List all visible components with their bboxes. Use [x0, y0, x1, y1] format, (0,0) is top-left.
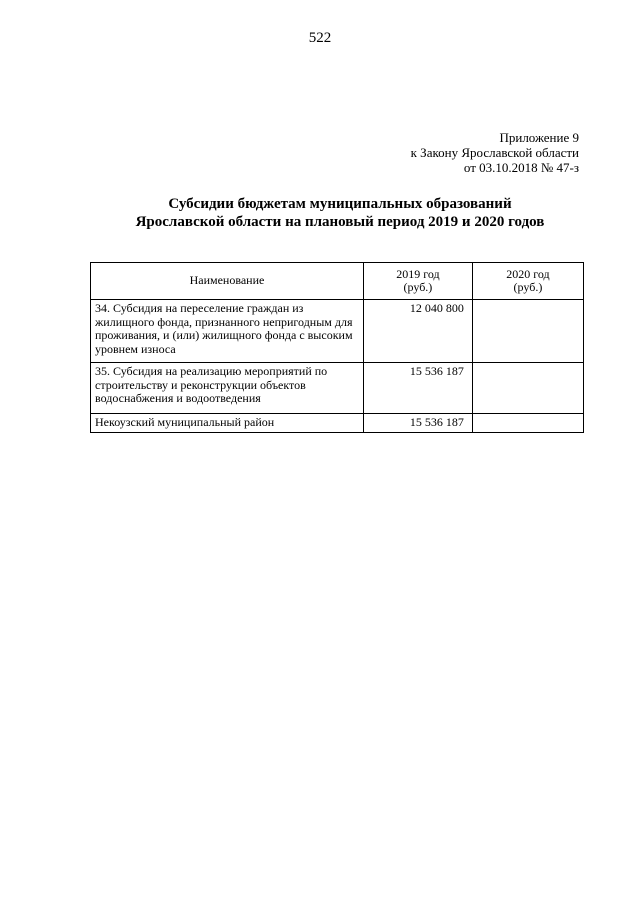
table-row	[91, 363, 584, 414]
header-2020	[472, 263, 583, 300]
header-2019-unit: (руб.)	[403, 280, 433, 294]
header-name: Наименование	[91, 263, 364, 300]
table-header-row	[91, 263, 584, 300]
row-name: 35. Субсидия на реализацию мероприятий по строительству и реконструкции объектов водоснабжения и водоотведения	[91, 363, 364, 414]
appendix-line-1: Приложение 9	[499, 130, 579, 145]
row-value-2020	[472, 300, 583, 363]
row-value-2019: 15 536 187	[363, 414, 472, 433]
appendix-line-2: к Закону Ярославской области	[410, 145, 579, 160]
row-name: Некоузский муниципальный район	[91, 414, 364, 433]
document-title-line-1: Субсидии бюджетам муниципальных образований	[168, 196, 512, 212]
table-row	[91, 414, 584, 433]
document-title	[0, 195, 640, 231]
appendix-reference	[411, 130, 579, 175]
header-2019-year: 2019 год	[396, 266, 440, 281]
page-number: 522	[308, 30, 332, 46]
row-name: 34. Субсидия на переселение граждан из жилищного фонда, признанного непригодным для проживания, и (или) жилищного фонда с высоким уровнем износа	[91, 300, 364, 363]
header-2019	[363, 263, 472, 300]
table-row	[91, 300, 584, 363]
subsidies-table	[90, 262, 584, 433]
row-value-2020	[472, 363, 583, 414]
row-value-2019: 12 040 800	[363, 300, 472, 363]
row-value-2020	[472, 414, 583, 433]
document-title-line-2: Ярославской области на плановый период 2019 и 2020 годов	[135, 214, 545, 230]
header-2020-year: 2020 год	[506, 266, 550, 281]
row-value-2019: 15 536 187	[363, 363, 472, 414]
appendix-line-3: от 03.10.2018 № 47-з	[463, 160, 579, 175]
header-2020-unit: (руб.)	[513, 280, 543, 294]
